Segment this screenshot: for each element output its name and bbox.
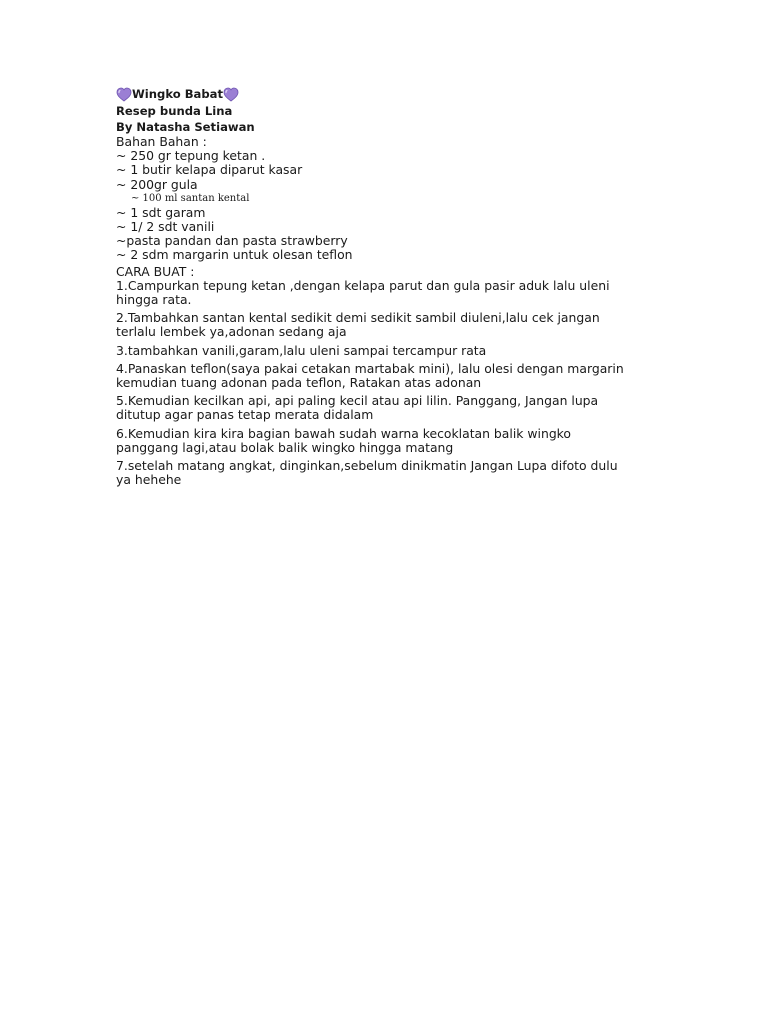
steps-heading: CARA BUAT :	[116, 263, 195, 279]
ingredient-item: ~ 1 butir kelapa diparut kasar	[116, 162, 303, 178]
step-text: ditutup agar panas tetap merata didalam	[116, 407, 374, 423]
step-text: ya hehehe	[116, 472, 182, 488]
ingredients-list	[116, 149, 656, 262]
recipe-title-row	[116, 86, 656, 103]
step-item	[116, 344, 656, 358]
step-item	[116, 459, 656, 487]
ingredient-item: ~ 2 sdm margarin untuk olesan teflon	[116, 247, 353, 263]
step-text: 3.tambahkan vanili,garam,lalu uleni sampai tercampur rata	[116, 342, 487, 358]
step-item	[116, 279, 656, 307]
heart-icon	[116, 87, 132, 102]
step-text: 2.Tambahkan santan kental sedikit demi sedikit sambil diuleni,lalu cek jangan	[116, 310, 600, 326]
step-text: 1.Campurkan tepung ketan ,dengan kelapa parut dan gula pasir aduk lalu uleni	[116, 277, 610, 293]
ingredient-item: ~ 200gr gula	[116, 176, 198, 192]
step-text: 4.Panaskan teflon(saya pakai cetakan martabak mini), lalu olesi dengan margarin	[116, 360, 624, 376]
step-text: panggang lagi,atau bolak balik wingko hingga matang	[116, 439, 454, 455]
heart-icon	[223, 87, 239, 102]
step-text: 7.setelah matang angkat, dinginkan,sebelum dinikmatin Jangan Lupa difoto dulu	[116, 458, 618, 474]
step-text: terlalu lembek ya,adonan sedang aja	[116, 324, 347, 340]
ingredient-item: ~ 250 gr tepung ketan .	[116, 148, 266, 164]
step-item	[116, 427, 656, 455]
ingredient-item: ~ 100 ml santan kental	[131, 192, 250, 204]
ingredient-item: ~ 1 sdt garam	[116, 204, 206, 220]
step-item	[116, 394, 656, 422]
ingredient-item: ~pasta pandan dan pasta strawberry	[116, 233, 348, 249]
steps-list	[116, 279, 656, 488]
ingredient-item: ~ 1/ 2 sdt vanili	[116, 219, 215, 235]
step-text: 6.Kemudian kira kira bagian bawah sudah warna kecoklatan balik wingko	[116, 425, 571, 441]
step-item	[116, 311, 656, 339]
step-text: kemudian tuang adonan pada teflon, Ratakan atas adonan	[116, 375, 482, 391]
ingredients-heading: Bahan Bahan :	[116, 134, 207, 149]
recipe-title: Wingko Babat	[132, 87, 224, 102]
recipe-document	[116, 86, 656, 491]
step-item	[116, 362, 656, 390]
recipe-author: By Natasha Setiawan	[116, 120, 255, 134]
step-text: 5.Kemudian kecilkan api, api paling kecil atau api lilin. Panggang, Jangan lupa	[116, 393, 599, 409]
recipe-subtitle: Resep bunda Lina	[116, 104, 233, 118]
step-text: hingga rata.	[116, 292, 192, 308]
